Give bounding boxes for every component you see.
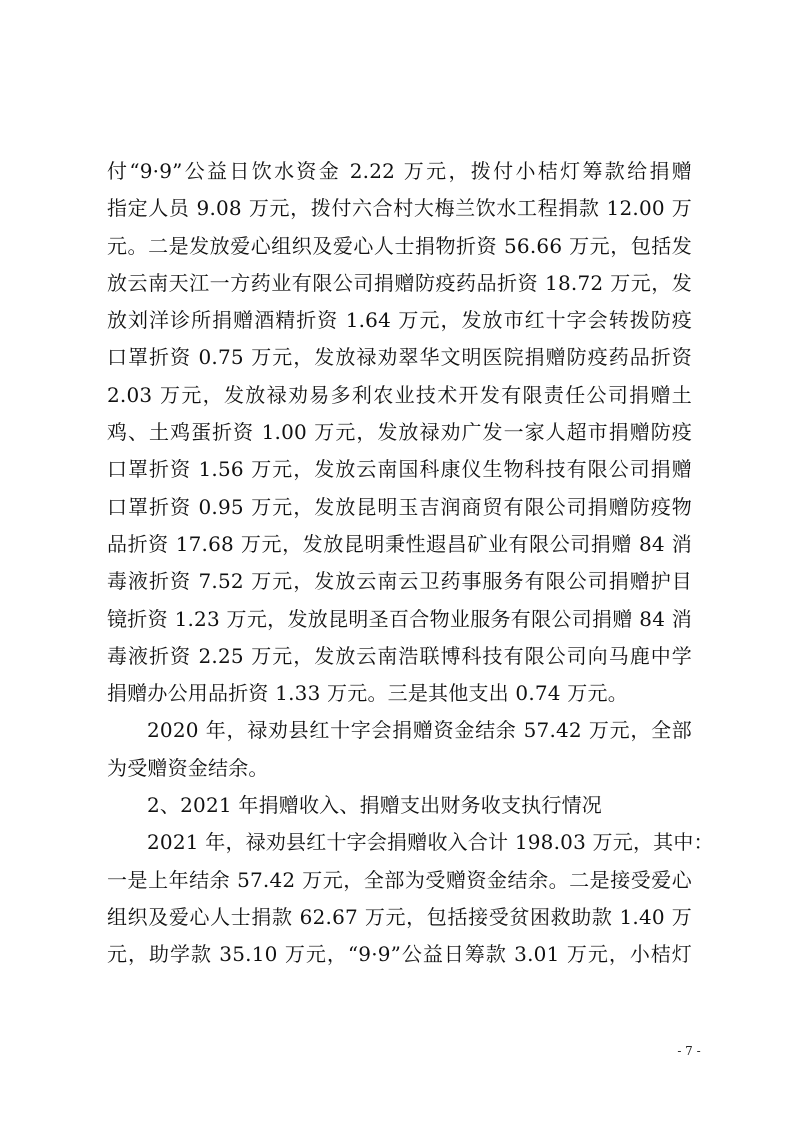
text-line: 放云南天江一方药业有限公司捐赠防疫药品折资 18.72 万元，发	[107, 270, 692, 295]
text-line: 2.03 万元，发放禄劝易多利农业技术开发有限责任公司捐赠土	[107, 382, 692, 407]
text-line: 付“9·9”公益日饮水资金 2.22 万元，拨付小桔灯筹款给捐赠	[107, 159, 692, 183]
text-line: 口罩折资 1.56 万元，发放云南国科康仪生物科技有限公司捐赠	[107, 457, 692, 482]
text-line: 毒液折资 7.52 万元，发放云南云卫药事服务有限公司捐赠护目	[107, 569, 692, 594]
body-text	[107, 153, 714, 974]
text-line: 放刘洋诊所捐赠酒精折资 1.64 万元，发放市红十字会转拨防疫	[107, 308, 692, 333]
text-line: 鸡、土鸡蛋折资 1.00 万元，发放禄劝广发一家人超市捐赠防疫	[107, 420, 692, 445]
section-heading: 2、2021 年捐赠收入、捐赠支出财务收支执行情况	[147, 793, 602, 818]
text-line: 2020 年，禄劝县红十字会捐赠资金结余 57.42 万元，全部	[147, 718, 692, 743]
text-line: 指定人员 9.08 万元，拨付六合村大梅兰饮水工程捐款 12.00 万	[107, 196, 692, 221]
text-line: 毒液折资 2.25 万元，发放云南浩联博科技有限公司向马鹿中学	[107, 643, 692, 668]
text-line: 镜折资 1.23 万元，发放昆明圣百合物业服务有限公司捐赠 84 消	[107, 606, 692, 631]
text-line: 口罩折资 0.95 万元，发放昆明玉吉润商贸有限公司捐赠防疫物	[107, 494, 692, 519]
text-line: 元，助学款 35.10 万元，“9·9”公益日筹款 3.01 万元，小桔灯	[107, 942, 692, 967]
text-line: 品折资 17.68 万元，发放昆明秉性遐昌矿业有限公司捐赠 84 消	[107, 531, 692, 556]
text-line: 捐赠办公用品折资 1.33 万元。三是其他支出 0.74 万元。	[107, 681, 628, 706]
page-number: - 7 -	[677, 1044, 701, 1058]
text-line: 为受赠资金结余。	[107, 755, 269, 780]
text-line: 口罩折资 0.75 万元，发放禄劝翠华文明医院捐赠防疫药品折资	[107, 345, 692, 370]
text-line: 组织及爱心人士捐款 62.67 万元，包括接受贫困救助款 1.40 万	[107, 904, 692, 929]
text-line: 元。二是发放爱心组织及爱心人士捐物折资 56.66 万元，包括发	[107, 233, 692, 258]
text-line: 一是上年结余 57.42 万元，全部为受赠资金结余。二是接受爱心	[107, 867, 692, 892]
text-line: 2021 年，禄劝县红十字会捐赠收入合计 198.03 万元，其中：	[147, 830, 714, 855]
